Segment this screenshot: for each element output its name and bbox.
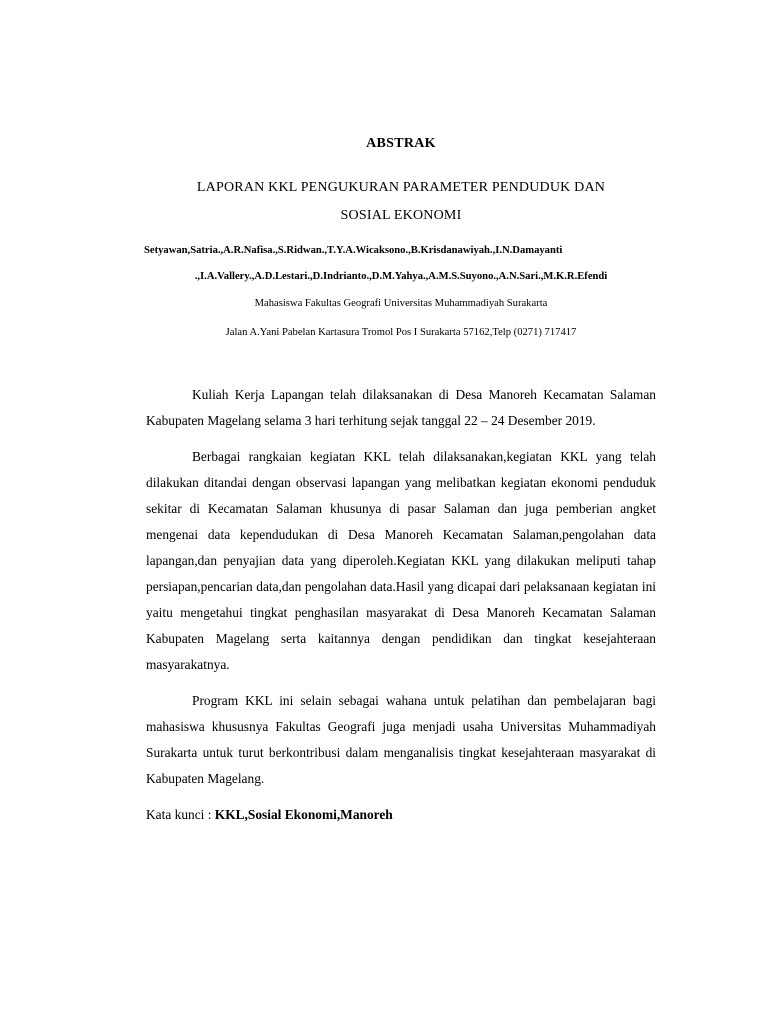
keywords-values: KKL,Sosial Ekonomi,Manoreh [214,807,393,822]
abstract-paragraph-2: Berbagai rangkaian kegiatan KKL telah dilaksanakan,kegiatan KKL yang telah dilakukan ditandai dengan observasi lapangan yang melibatkan kegiatan ekonomi penduduk sekitar di Kecamatan Salaman khusunya di pasar Salaman dan juga pemberian angket mengenai data kependudukan di Desa Manoreh Kecamatan Salaman,pengolahan data lapangan,dan penyajian data yang diperoleh.Kegiatan KKL yang dilakukan meliputi tahap persiapan,pencarian data,dan pengolahan data.Hasil yang dicapai dari pelaksanaan kegiatan ini yaitu mengetahui tingkat penghasilan masyarakat di Desa Manoreh Kecamatan Salaman Kabupaten Magelang serta kaitannya dengan pendidikan dan tingkat kesejahteraan masyarakatnya. [146,449,656,672]
affiliation: Mahasiswa Fakultas Geografi Universitas Muhammadiyah Surakarta [254,298,548,309]
author-list-line-1: Setyawan,Satria.,A.R.Nafisa.,S.Ridwan.,T.Y.A.Wicaksono.,B.Krisdanawiyah.,I.N.Damayanti [144,245,563,256]
keywords [146,802,656,828]
abstract-paragraph-3: Program KKL ini selain sebagai wahana untuk pelatihan dan pembelajaran bagi mahasiswa khususnya Fakultas Geografi juga menjadi usaha Universitas Muhammadiyah Surakarta untuk turut berkontribusi dalam menganalisis tingkat kesejahteraan masyarakat di Kabupaten Magelang. [146,693,656,786]
author-list-line-2: .,I.A.Vallery.,A.D.Lestari.,D.Indrianto.,D.M.Yahya.,A.M.S.Suyono.,A.N.Sari.,M.K.R.Efendi [194,271,608,282]
report-title [146,174,656,230]
abstract-paragraph-1: Kuliah Kerja Lapangan telah dilaksanakan di Desa Manoreh Kecamatan Salaman Kabupaten Magelang selama 3 hari terhitung sejak tanggal 22 – 24 Desember 2019. [146,387,656,428]
address: Jalan A.Yani Pabelan Kartasura Tromol Pos I Surakarta 57162,Telp (0271) 717417 [225,327,577,338]
report-title-line-2: SOSIAL EKONOMI [340,208,462,223]
author-list [144,238,658,290]
keywords-label: Kata kunci : [146,807,215,822]
abstract-heading: ABSTRAK [366,136,436,151]
report-title-line-1: LAPORAN KKL PENGUKURAN PARAMETER PENDUDUK DAN [196,180,606,195]
